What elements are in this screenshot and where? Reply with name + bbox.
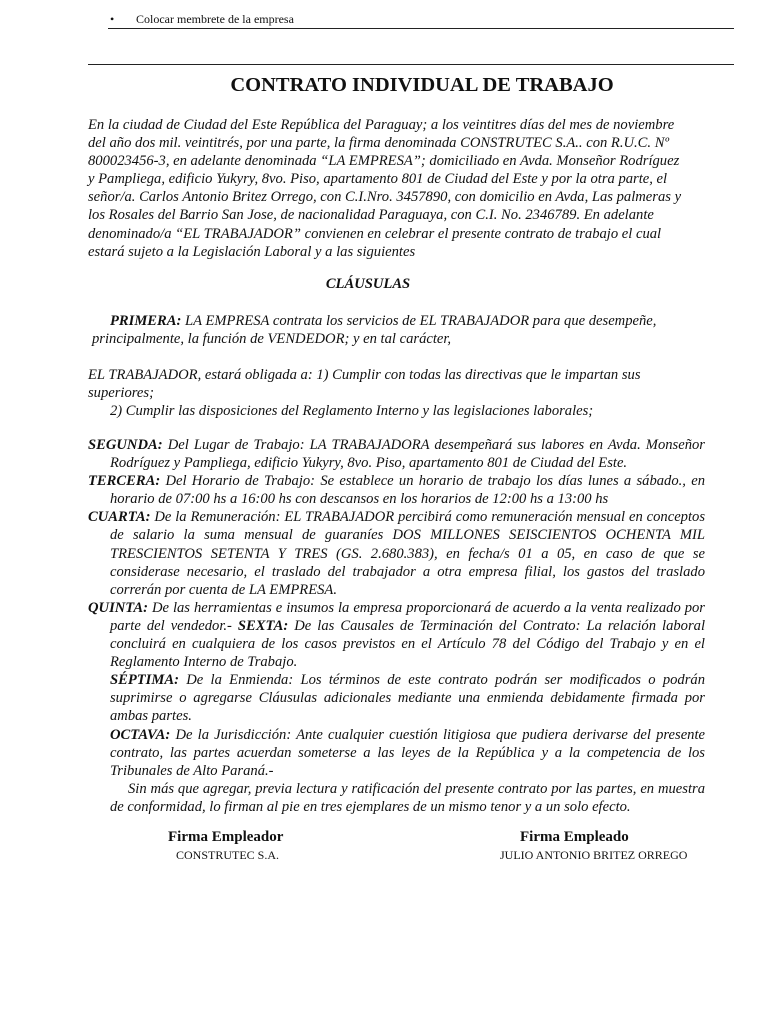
- obligations-line-3: 2) Cumplir las disposiciones del Reglamento Interno y las legislaciones laborales;: [110, 403, 594, 420]
- employer-signature-label: Firma Empleador: [168, 829, 284, 845]
- employee-signature-label: Firma Empleado: [520, 829, 629, 845]
- intro-line: 800023456-3, en adelante denominada “LA EMPRESA”; domiciliado en Avda. Monseñor Rodríguez: [88, 153, 680, 170]
- letterhead-note-text: Colocar membrete de la empresa: [136, 12, 294, 26]
- closing-paragraph: [88, 780, 705, 816]
- clause-tercera: [88, 472, 705, 508]
- intro-line: y Pampliega, edificio Yukyry, 8vo. Piso, apartamento 801 de Ciudad del Este y por la otra parte, el: [88, 171, 668, 188]
- octava-text: De la Jurisdicción: Ante cualquier cuestión litigiosa que pudiera derivarse del presente contrato, las partes acuerdan someterse a las leyes de la República y a la competencia de los Tribunales de Alto Paraná.-: [110, 726, 705, 779]
- quinta-label: QUINTA:: [88, 599, 148, 616]
- intro-paragraph: [88, 116, 705, 261]
- cuarta-text: De la Remuneración: EL TRABAJADOR percibirá como remuneración mensual en conceptos de salario la suma mensual de guaraníes DOS MILLONES SEISCIENTOS OCHENTA MIL TRESCIENTOS SETENTA Y TRES (GS. 2.680.383), en fecha/s 01 a 05, en caso de que se considerase necesario, el traslado del trabajador a otra empresa filial, los gastos del traslado correrán por cuenta de LA EMPRESA.: [110, 509, 705, 598]
- tercera-label: TERCERA:: [88, 473, 161, 490]
- obligations-line-1: EL TRABAJADOR, estará obligada a: 1) Cumplir con todas las directivas que le impartan sus: [88, 367, 641, 383]
- bullet-icon: •: [110, 12, 115, 26]
- intro-line: estará sujeto a la Legislación Laboral y a las siguientes: [88, 243, 416, 260]
- septima-text: De la Enmienda: Los términos de este contrato podrán ser modificados o podrán suprimirse o agregarse Cláusulas adicionales mediante una enmienda debidamente firmada por ambas partes.: [110, 672, 705, 725]
- intro-line: del año dos mil. veintitrés, por una parte, la firma denominada CONSTRUTEC S.A.. con R.U.C. Nº: [88, 135, 669, 152]
- worker-obligations: [88, 366, 705, 420]
- septima-label: SÉPTIMA:: [110, 672, 179, 689]
- clause-cuarta: [88, 508, 705, 598]
- primera-line-2: principalmente, la función de VENDEDOR; y en tal carácter,: [92, 331, 452, 348]
- clause-primera: [88, 312, 705, 348]
- primera-line-1: [88, 312, 705, 330]
- segunda-label: SEGUNDA:: [88, 437, 163, 453]
- letterhead-note: [108, 12, 734, 29]
- sexta-label: SEXTA:: [231, 617, 289, 634]
- clause-segunda: [88, 436, 705, 472]
- primera-text-1: LA EMPRESA contrata los servicios de EL TRABAJADOR para que desempeñe,: [181, 313, 657, 329]
- employee-signature: [500, 828, 687, 863]
- clause-septima: [88, 671, 705, 725]
- clause-quinta: [88, 599, 705, 671]
- employee-name: JULIO ANTONIO BRITEZ ORREGO: [500, 848, 688, 862]
- intro-line: En la ciudad de Ciudad del Este República del Paraguay; a los veintitres días del mes de noviembre: [88, 117, 675, 133]
- cuarta-label: CUARTA:: [88, 509, 151, 526]
- segunda-text: Del Lugar de Trabajo: LA TRABAJADORA desempeñará sus labores en Avda. Monseñor Rodríguez y Pampliega, edificio Yukyry, 8vo. Piso, apartamento 801 de Ciudad del Este.: [110, 437, 705, 472]
- intro-line: denominado/a “EL TRABAJADOR” convienen en celebrar el presente contrato de trabajo el cual: [88, 225, 662, 242]
- primera-label: PRIMERA:: [110, 313, 182, 329]
- intro-line: los Rosales del Barrio San Jose, de nacionalidad Paraguaya, con C.I. No. 2346789. En adelante: [88, 207, 654, 224]
- closing-text: Sin más que agregar, previa lectura y ratificación del presente contrato por las partes, en muestra de conformidad, lo firman al pie en tres ejemplares de un mismo tenor y a un solo efecto.: [110, 780, 705, 815]
- header-divider: [88, 64, 734, 65]
- employer-signature: [168, 828, 283, 863]
- sexta-text: De las Causales de Terminación del Contrato: La relación laboral concluirá en cualquiera de los casos previstos en el Artículo 78 del Código del Trabajo y en el Reglamento Interno de Trabajo.: [110, 617, 706, 671]
- clause-octava: [88, 726, 705, 780]
- obligations-line-2: superiores;: [88, 385, 154, 402]
- quinta-text: De las herramientas e insumos la empresa proporcionará de acuerdo a la venta realizado por parte del vendedor.-: [110, 599, 705, 634]
- document-title: CONTRATO INDIVIDUAL DE TRABAJO: [230, 74, 614, 96]
- octava-label: OCTAVA:: [110, 726, 171, 743]
- tercera-text: Del Horario de Trabajo: Se establece un horario de trabajo los días lunes a sábado., en horario de 07:00 hs a 16:00 hs con descansos en los horarios de 12:00 hs a 13:00 hs: [110, 473, 705, 508]
- employer-name: CONSTRUTEC S.A.: [176, 848, 280, 862]
- clausulas-heading: CLÁUSULAS: [325, 276, 411, 292]
- intro-line: señor/a. Carlos Antonio Britez Orrego, con C.I.Nro. 3457890, con domicilio en Avda, Las palmeras y: [88, 189, 682, 206]
- clauses-block: [88, 436, 705, 816]
